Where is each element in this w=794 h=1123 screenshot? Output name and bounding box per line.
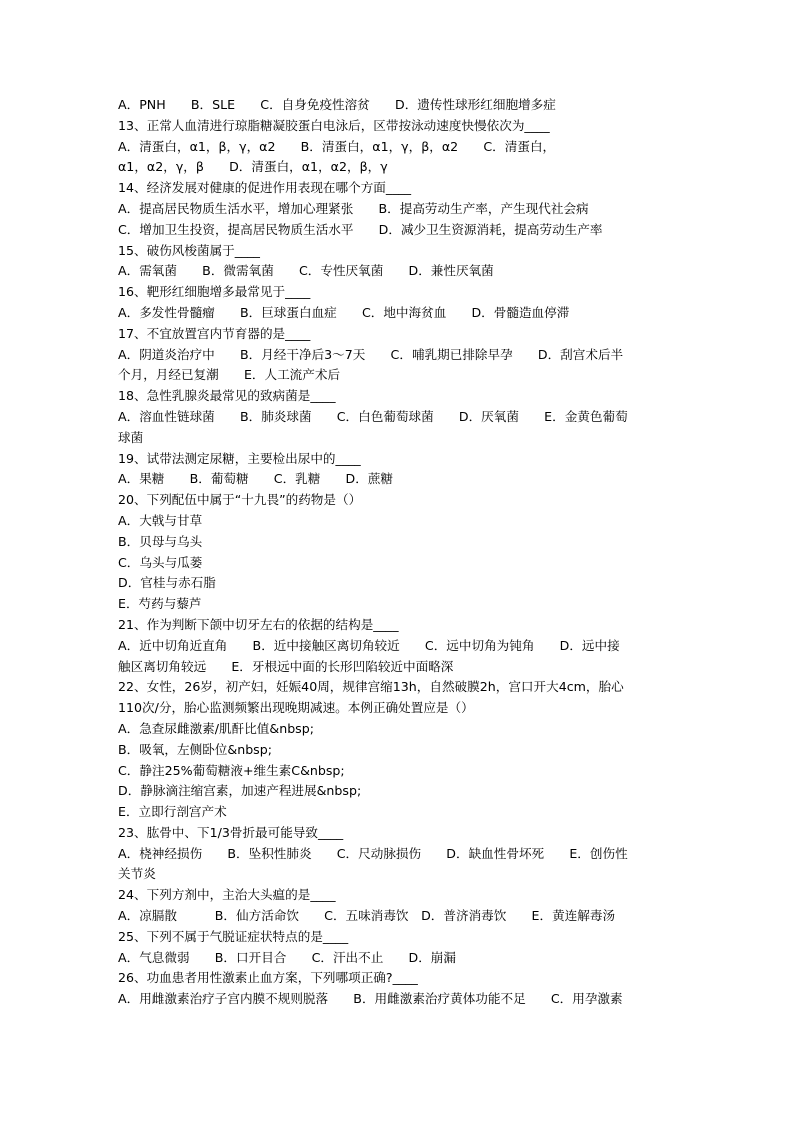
option-line: C．增加卫生投资，提高居民物质生活水平 D．减少卫生资源消耗，提高劳动生产率 bbox=[118, 221, 603, 237]
option-line: A．阴道炎治疗中 B．月经干净后3～7天 C．哺乳期已排除早孕 D．刮宫术后半 bbox=[118, 346, 624, 362]
question-16: 16、靶形红细胞增多最常见于____ bbox=[118, 284, 311, 300]
option-line: E．芍药与藜芦 bbox=[118, 596, 202, 612]
question-26: 26、功血患者用性激素止血方案，下列哪项正确?____ bbox=[118, 970, 418, 986]
option-line: B．贝母与乌头 bbox=[118, 533, 203, 549]
question-22-continued: 110次/分，胎心监测频繁出现晚期减速。本例正确处置应是（） bbox=[118, 700, 474, 716]
option-line: A．急查尿雌激素/肌酐比值&nbsp; bbox=[118, 720, 314, 736]
option-line: 触区离切角较远 E．牙根远中面的长形凹陷较近中面略深 bbox=[118, 658, 454, 674]
question-20: 20、下列配伍中属于“十九畏”的药物是（） bbox=[118, 492, 362, 508]
document-page bbox=[118, 95, 688, 1010]
question-15: 15、破伤风梭菌属于____ bbox=[118, 242, 260, 258]
question-14: 14、经济发展对健康的促进作用表现在哪个方面____ bbox=[118, 180, 412, 196]
option-line: A．溶血性链球菌 B．肺炎球菌 C．白色葡萄球菌 D．厌氧菌 E．金黄色葡萄 bbox=[118, 408, 628, 424]
option-line: A．凉膈散 B．仙方活命饮 C．五味消毒饮 D．普济消毒饮 E．黄连解毒汤 bbox=[118, 908, 616, 924]
option-line: A．气息微弱 B．口开目合 C．汗出不止 D．崩漏 bbox=[118, 949, 456, 965]
question-13: 13、正常人血清进行琼脂糖凝胶蛋白电泳后，区带按泳动速度快慢依次为____ bbox=[118, 117, 550, 133]
option-line: C．静注25%葡萄糖液+维生素C&nbsp; bbox=[118, 762, 345, 778]
option-line: A．用雌激素治疗子宫内膜不规则脱落 B．用雌激素治疗黄体功能不足 C．用孕激素 bbox=[118, 991, 623, 1007]
option-line: 关节炎 bbox=[118, 866, 156, 882]
question-21: 21、作为判断下颌中切牙左右的依据的结构是____ bbox=[118, 616, 399, 632]
option-line: A．清蛋白，α1，β，γ，α2 B．清蛋白，α1，γ，β，α2 C．清蛋白， bbox=[118, 138, 556, 154]
option-line: A．多发性骨髓瘤 B．巨球蛋白血症 C．地中海贫血 D．骨髓造血停滞 bbox=[118, 304, 570, 320]
question-19: 19、试带法测定尿糖，主要检出尿中的____ bbox=[118, 450, 361, 466]
option-line: A．果糖 B．葡萄糖 C．乳糖 D．蔗糖 bbox=[118, 471, 394, 487]
option-line: A．桡神经损伤 B．坠积性肺炎 C．尺动脉损伤 D．缺血性骨坏死 E．创伤性 bbox=[118, 845, 628, 861]
question-17: 17、不宜放置宫内节育器的是____ bbox=[118, 325, 311, 341]
question-25: 25、下列不属于气脱证症状特点的是____ bbox=[118, 928, 349, 944]
option-line: B．吸氧，左侧卧位&nbsp; bbox=[118, 741, 272, 757]
question-22: 22、女性，26岁，初产妇，妊娠40周，规律宫缩13h，自然破膜2h，宫口开大4cm，胎心 bbox=[118, 679, 624, 695]
option-line: A．大戟与甘草 bbox=[118, 512, 203, 528]
option-line: E．立即行剖宫产术 bbox=[118, 804, 227, 820]
option-line: A．PNH B．SLE C．自身免疫性溶贫 D．遗传性球形红细胞增多症 bbox=[118, 97, 556, 112]
option-line: A．提高居民物质生活水平，增加心理紧张 B．提高劳动生产率，产生现代社会病 bbox=[118, 200, 589, 216]
option-line: 个月，月经已复潮 E．人工流产术后 bbox=[118, 367, 341, 383]
question-24: 24、下列方剂中，主治大头瘟的是____ bbox=[118, 887, 336, 903]
option-line: 球菌 bbox=[118, 429, 144, 445]
option-line: D．官桂与赤石脂 bbox=[118, 575, 216, 591]
option-line: α1，α2，γ，β D．清蛋白，α1，α2，β，γ bbox=[118, 159, 388, 175]
question-18: 18、急性乳腺炎最常见的致病菌是____ bbox=[118, 388, 336, 404]
option-line: D．静脉滴注缩宫素，加速产程进展&nbsp; bbox=[118, 783, 362, 799]
question-23: 23、肱骨中、下1/3骨折最可能导致____ bbox=[118, 824, 344, 840]
option-line: A．近中切角近直角 B．近中接触区离切角较近 C．远中切角为钝角 D．远中接 bbox=[118, 637, 620, 653]
option-line: C．乌头与瓜蒌 bbox=[118, 554, 203, 570]
option-line: A．需氧菌 B．微需氧菌 C．专性厌氧菌 D．兼性厌氧菌 bbox=[118, 263, 494, 279]
